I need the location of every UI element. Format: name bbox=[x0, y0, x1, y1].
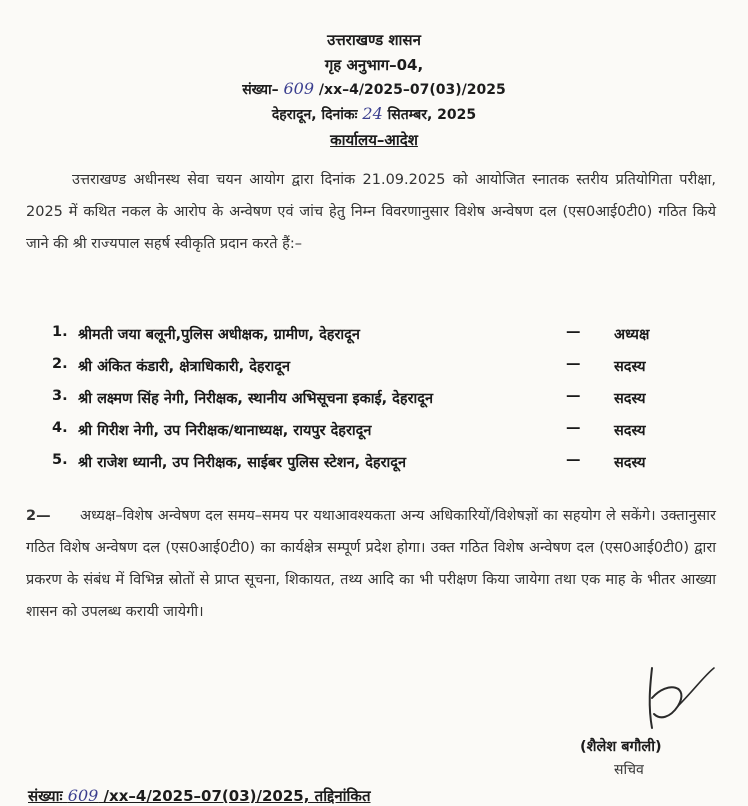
member-role: सदस्य bbox=[614, 455, 646, 471]
paragraph-1-text: उत्तराखण्ड अधीनस्थ सेवा चयन आयोग द्वारा दिनांक 21.09.2025 को आयोजित स्नातक स्तरीय प्रतियोगिता परीक्षा, 2025 में कथित नकल के आरोप के अन्वेषण एवं जांच हेतु निम्न विवरणानुसार विशेष अन्वेषण दल (एस0आई0टी0) गठित किये जाने की श्री राज्यपाल सहर्ष स्वीकृति प्रदान करते हैं:– bbox=[26, 172, 716, 252]
member-role: सदस्य bbox=[614, 359, 646, 375]
letter-date bbox=[0, 104, 748, 124]
member-dash: — bbox=[566, 388, 581, 404]
number-prefix: संख्या– bbox=[242, 82, 279, 98]
paragraph-2-number: 2— bbox=[26, 508, 51, 524]
list-item bbox=[52, 356, 712, 388]
member-role: सदस्य bbox=[614, 391, 646, 407]
footer-suffix: /xx–4/2025–07(03)/2025, तद्दिनांकित bbox=[103, 787, 371, 805]
member-number: 3. bbox=[52, 388, 68, 404]
date-suffix: सितम्बर, 2025 bbox=[387, 107, 477, 123]
signatory-designation: सचिव bbox=[614, 762, 644, 778]
member-name: श्री लक्ष्मण सिंह नेगी, निरीक्षक, स्थानीय अभिसूचना इकाई, देहरादून bbox=[78, 391, 433, 407]
member-number: 1. bbox=[52, 324, 68, 340]
member-role: अध्यक्ष bbox=[614, 327, 650, 343]
number-suffix: /xx–4/2025–07(03)/2025 bbox=[318, 82, 506, 98]
member-name: श्री राजेश ध्यानी, उप निरीक्षक, साईबर पुलिस स्टेशन, देहरादून bbox=[78, 455, 407, 471]
member-name: श्री गिरीश नेगी, उप निरीक्षक/थानाध्यक्ष, रायपुर देहरादून bbox=[78, 423, 372, 439]
paragraph-1 bbox=[26, 164, 716, 260]
paragraph-2-text: अध्यक्ष–विशेष अन्वेषण दल समय–समय पर यथाआवश्यकता अन्य अधिकारियों/विशेषज्ञों का सहयोग ले सकेंगे। उक्तानुसार गठित विशेष अन्वेषण दल (एस0आई0टी0) का कार्यक्षेत्र सम्पूर्ण प्रदेश होगा। उक्त गठित विशेष अन्वेषण दल (एस0आई0टी0) द्वारा प्रकरण के संबंध में विभिन्न स्रोतों से प्राप्त सूचना, शिकायत, तथ्य आदि का भी परीक्षण किया जायेगा तथा एक माह के भीतर आख्या शासन को उपलब्ध करायी जायेगी। bbox=[26, 508, 716, 620]
member-number: 5. bbox=[52, 452, 68, 468]
member-name: श्री अंकित कंडारी, क्षेत्राधिकारी, देहरादून bbox=[78, 359, 291, 375]
order-title: कार्यालय–आदेश bbox=[330, 131, 418, 149]
list-item bbox=[52, 420, 712, 452]
number-handwritten: 609 bbox=[283, 79, 315, 98]
date-prefix: देहरादून, दिनांकः bbox=[271, 107, 358, 123]
member-name: श्रीमती जया बलूनी,पुलिस अधीक्षक, ग्रामीण, देहरादून bbox=[78, 327, 360, 343]
government-heading: उत्तराखण्ड शासन bbox=[327, 31, 421, 49]
letter-number bbox=[0, 79, 748, 99]
list-item bbox=[52, 388, 712, 420]
member-dash: — bbox=[566, 420, 581, 436]
list-item bbox=[52, 324, 712, 356]
footer-prefix: संख्याः bbox=[28, 787, 63, 805]
member-dash: — bbox=[566, 452, 581, 468]
member-number: 4. bbox=[52, 420, 68, 436]
member-dash: — bbox=[566, 324, 581, 340]
list-item bbox=[52, 452, 712, 484]
department-heading: गृह अनुभाग–04, bbox=[324, 56, 424, 74]
paragraph-2 bbox=[26, 500, 716, 628]
date-handwritten: 24 bbox=[362, 104, 383, 123]
member-role: सदस्य bbox=[614, 423, 646, 439]
sit-member-list bbox=[52, 324, 712, 484]
member-number: 2. bbox=[52, 356, 68, 372]
signature-mark bbox=[638, 662, 718, 740]
footer-handwritten: 609 bbox=[67, 786, 99, 805]
endorsement-number bbox=[28, 786, 371, 806]
signatory-name: (शैलेश बगौली) bbox=[580, 739, 662, 755]
member-dash: — bbox=[566, 356, 581, 372]
